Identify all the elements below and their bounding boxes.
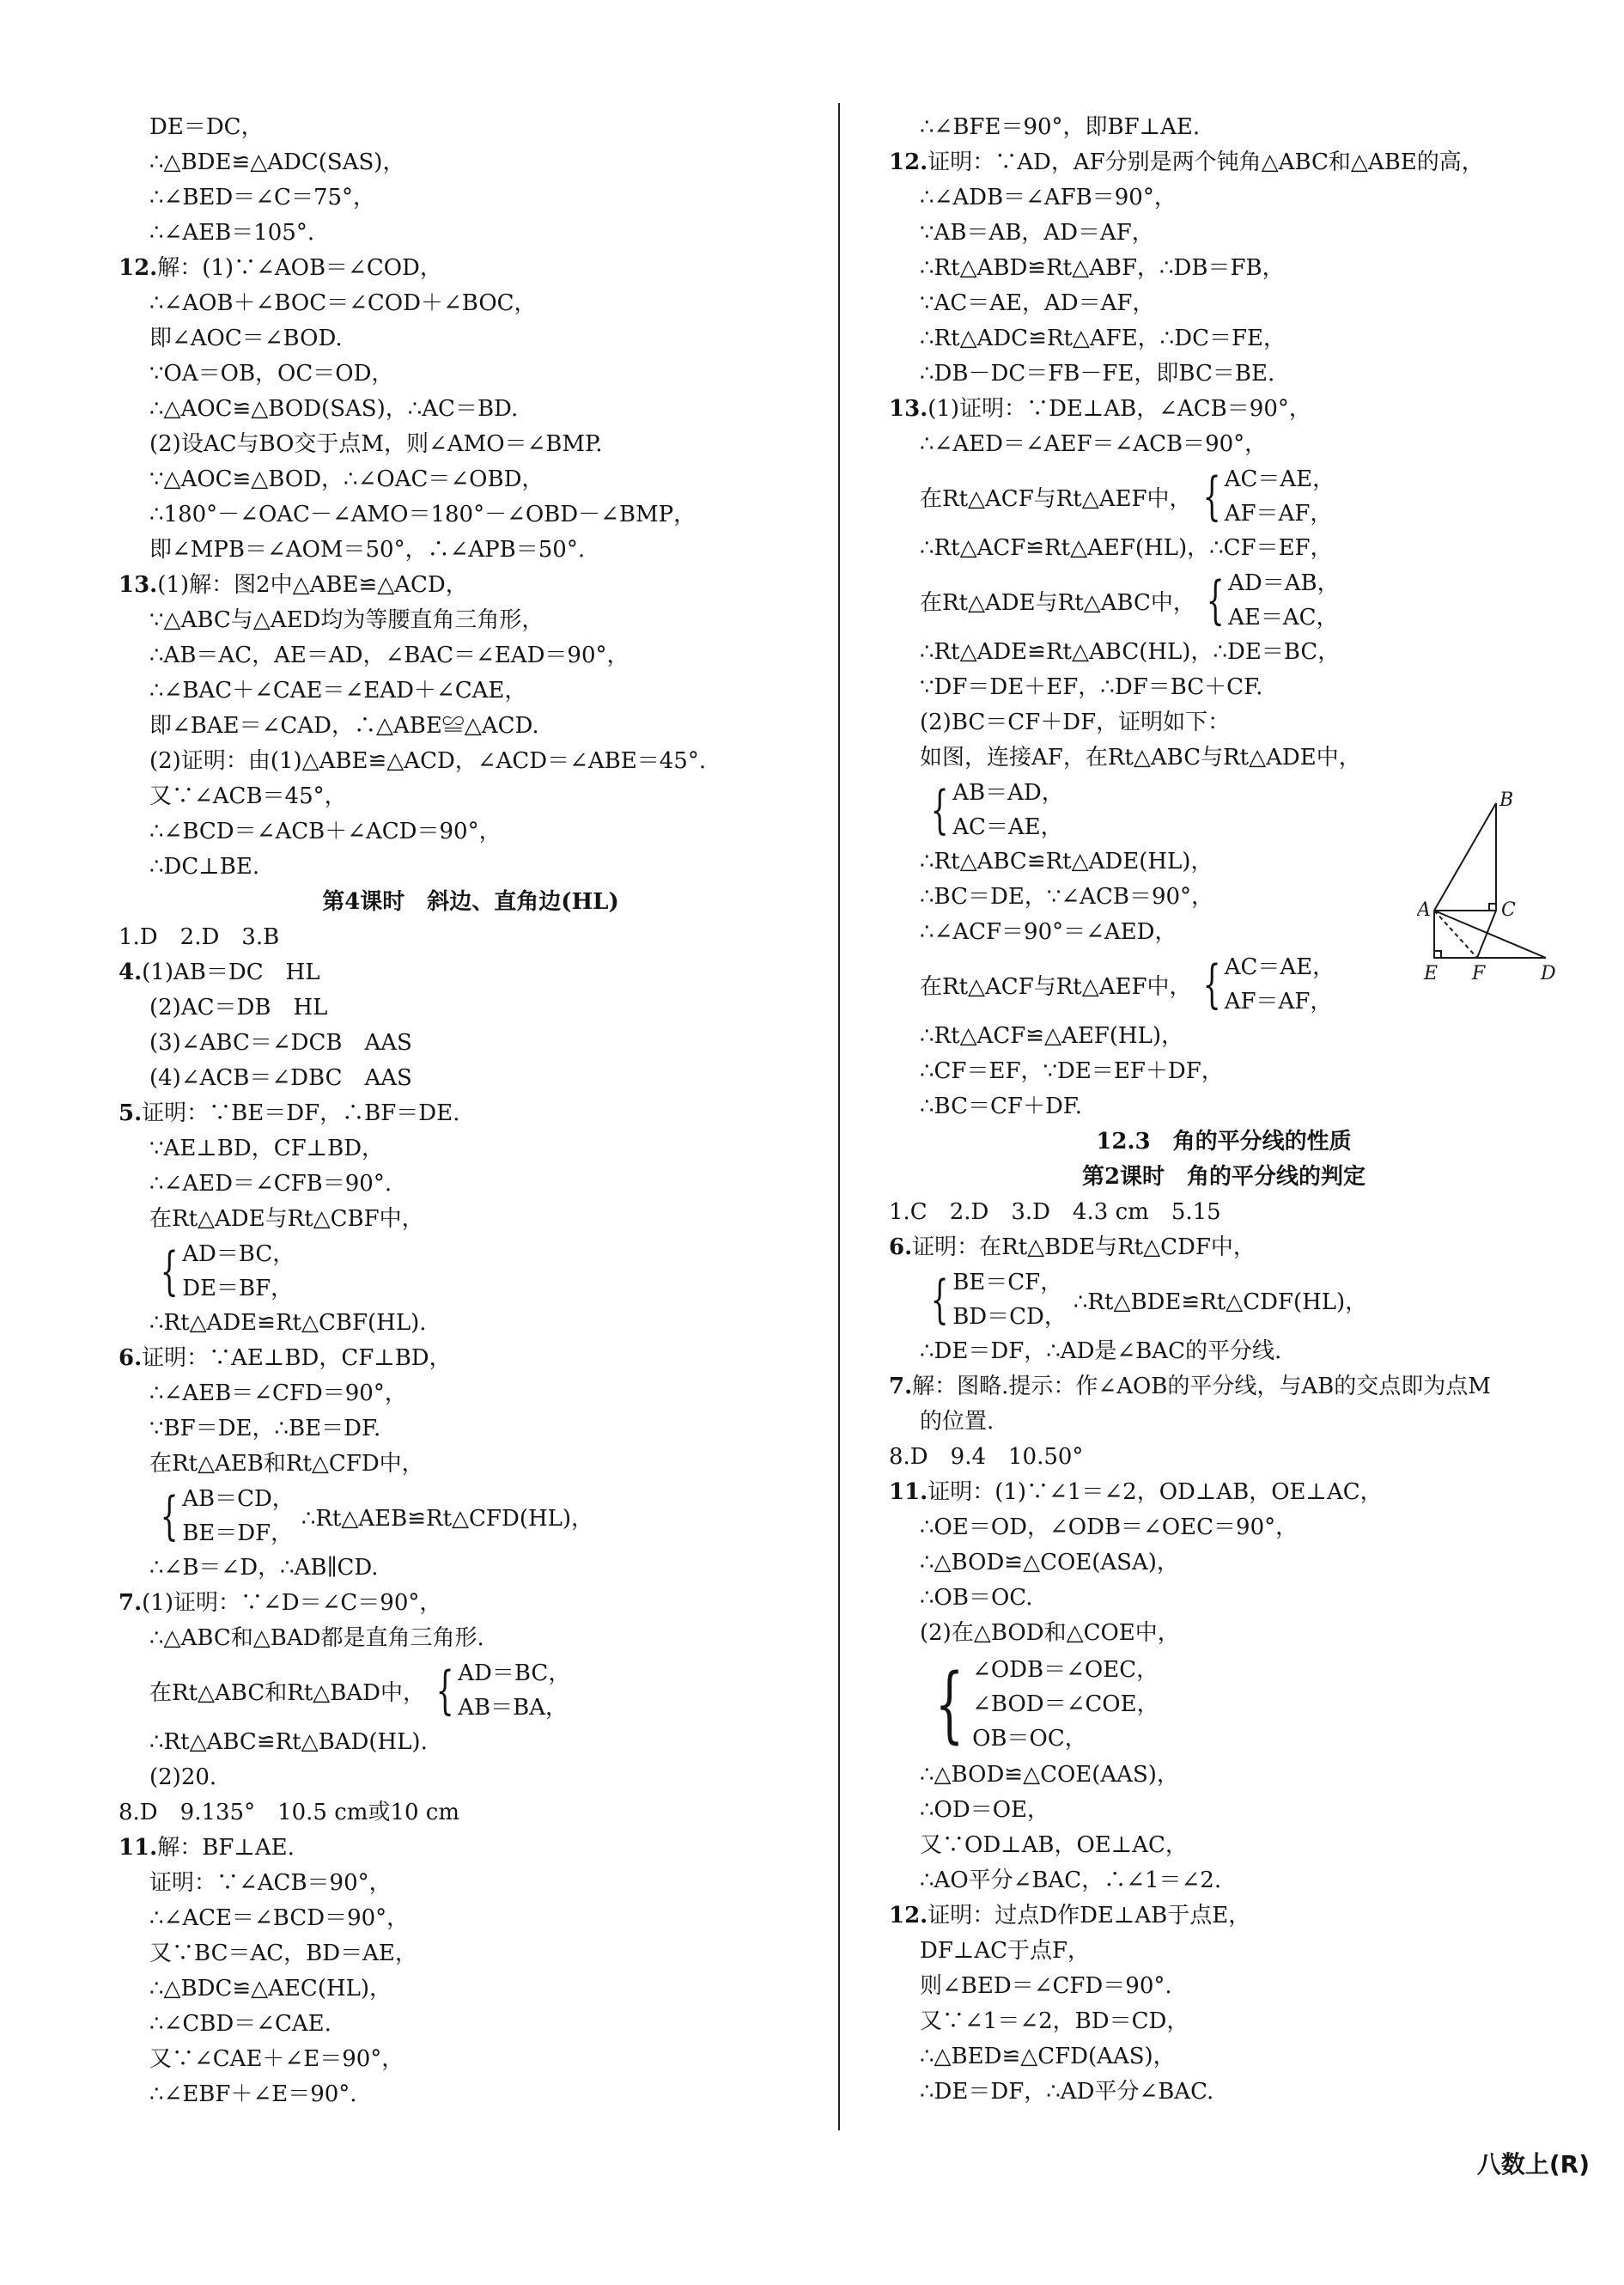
text-line: ∴△BED≌△CFD(AAS)，: [920, 2044, 1176, 2069]
page-label: 八数上(R): [1476, 2150, 1590, 2178]
text-line: (4)∠ACB＝∠DBC AAS: [149, 1065, 412, 1091]
text-line: 在Rt△AEB和Rt△CFD中，: [149, 1451, 424, 1477]
text-line: (2)在△BOD和△COE中，: [920, 1620, 1180, 1646]
brace-lines: [182, 1237, 295, 1306]
brace-icon: {: [1202, 954, 1221, 1015]
text-line: (2)BC＝CF＋DF，证明如下：: [920, 710, 1231, 735]
text-line: 的位置.: [920, 1409, 994, 1435]
brace-lines: [952, 776, 1064, 844]
question-number: 13.: [119, 572, 158, 598]
text-line: 在Rt△ADE与Rt△CBF中，: [149, 1206, 424, 1232]
text-line: ∴Rt△ABC≌Rt△BAD(HL).: [149, 1729, 428, 1755]
text-line: ∴DE＝DF，∴AD平分∠BAC.: [920, 2079, 1214, 2105]
text-line: 又∵∠ACB＝45°，: [149, 783, 347, 809]
text-line: 又∵∠CAE＋∠E＝90°，: [149, 2046, 404, 2072]
brace-lines: [182, 1482, 295, 1551]
brace-line: BE＝DF，: [182, 1520, 294, 1546]
section-heading: 第2课时 角的平分线的判定: [1081, 1164, 1366, 1190]
brace-line: AD＝BC，: [458, 1660, 571, 1686]
brace-system: [889, 1265, 1559, 1334]
answer-line: 8.D 9.135° 10.5 cm或10 cm: [119, 1800, 460, 1825]
brace-system: [119, 1656, 823, 1725]
text-line: DF⊥AC于点F，: [920, 1938, 1091, 1964]
text-line: (3)∠ABC＝∠DCB AAS: [149, 1030, 412, 1056]
text-line: ∴DE＝DF，∴AD是∠BAC的平分线.: [920, 1338, 1282, 1364]
brace-line: AB＝BA，: [458, 1695, 568, 1721]
brace-group: [923, 1265, 1067, 1334]
text-line: [889, 392, 1559, 427]
brace-group: [429, 1656, 570, 1725]
text-line: ∴∠ADB＝∠AFB＝90°，: [920, 185, 1177, 210]
brace-line: AC＝AE，: [952, 814, 1063, 840]
right-column: [889, 110, 1559, 2110]
text-line: ∴OE＝OD，∠ODB＝∠OEC＝90°，: [920, 1514, 1299, 1540]
text-line: ∴BC＝DE，∵∠ACB＝90°，: [920, 884, 1214, 910]
text-line: 又∵OD⊥AB，OE⊥AC，: [920, 1832, 1188, 1858]
text-line: [119, 1831, 823, 1866]
question-number: 7.: [119, 1590, 143, 1616]
text-line: ∵△ABC与△AED均为等腰直角三角形，: [149, 607, 544, 633]
text: 证明：∵BE＝DF，∴BF＝DE.: [142, 1100, 460, 1126]
text-line: ∴∠BED＝∠C＝75°，: [149, 185, 376, 210]
text-line: ∵AC＝AE，AD＝AF，: [920, 290, 1155, 316]
brace-lines: [1225, 950, 1335, 1019]
text: 在Rt△ADE与Rt△ABC中，: [920, 589, 1195, 616]
text-line: ∵DF＝DE＋EF，∴DF＝BC＋CF.: [920, 674, 1263, 700]
brace-lines: [972, 1653, 1159, 1756]
text: 证明：过点D作DE⊥AB于点E，: [928, 1903, 1251, 1929]
brace-group: [153, 1237, 295, 1306]
text-line: [119, 1341, 823, 1376]
question-number: 12.: [889, 149, 928, 175]
question-number: 7.: [889, 1374, 913, 1399]
text-line: (2)AC＝DB HL: [149, 995, 328, 1021]
text-line: 又∵BC＝AC，BD＝AE，: [149, 1941, 417, 1966]
brace-icon: {: [160, 1241, 179, 1301]
question-number: 5.: [119, 1100, 143, 1126]
brace-system: [889, 566, 1559, 635]
text: 在Rt△ACF与Rt△AEF中，: [920, 485, 1192, 512]
text-line: ∴△BDE≌△ADC(SAS)，: [149, 149, 405, 175]
brace-lines: [458, 1656, 570, 1725]
brace-group: [1199, 566, 1340, 635]
brace-line: AF＝AF，: [1224, 989, 1333, 1015]
text-line: [119, 568, 823, 603]
text-line: 证明：∵∠ACB＝90°，: [149, 1870, 392, 1896]
text: 在Rt△ABC和Rt△BAD中，: [149, 1679, 426, 1706]
brace-system: [119, 1237, 823, 1306]
text-line: [119, 1096, 823, 1131]
question-number: 6.: [889, 1234, 913, 1260]
text-line: ∴Rt△ADC≌Rt△AFE，∴DC＝FE，: [920, 326, 1286, 351]
question-number: 4.: [119, 960, 143, 985]
text-line: ∴Rt△ACF≌△AEF(HL)，: [920, 1023, 1184, 1049]
brace-line: AE＝AC，: [1228, 605, 1339, 631]
line-ad: [1434, 911, 1546, 958]
text-line: ∴Rt△ABC≌Rt△ADE(HL)，: [920, 849, 1213, 874]
brace-group: [1195, 462, 1335, 531]
text-line: [889, 1230, 1559, 1265]
text-line: ∴∠BCD＝∠ACB＋∠ACD＝90°，: [149, 819, 502, 844]
text: 证明：∵AD，AF分别是两个钝角△ABC和△ABE的高，: [928, 149, 1484, 175]
text-line: 即∠AOC＝∠BOD.: [149, 326, 343, 351]
text: 证明：∵AE⊥BD，CF⊥BD，: [142, 1345, 452, 1371]
text-line: [889, 1369, 1559, 1405]
text-line: ∴∠AED＝∠CFB＝90°.: [149, 1171, 392, 1197]
text-line: ∴BC＝CF＋DF.: [920, 1094, 1083, 1119]
brace-system: [119, 1482, 823, 1551]
text-line: ∴∠AEB＝∠CFD＝90°，: [149, 1380, 407, 1406]
section-heading: 第4课时 斜边、直角边(HL): [322, 889, 619, 915]
answer-line: 1.C 2.D 3.D 4.3 cm 5.15: [889, 1199, 1221, 1225]
brace-lines: [1225, 462, 1335, 531]
text-line: ∴∠BFE＝90°，即BF⊥AE.: [920, 114, 1201, 140]
brace-icon: {: [1206, 570, 1225, 631]
text: 证明：在Rt△BDE与Rt△CDF中，: [912, 1234, 1256, 1260]
brace-icon: {: [930, 1270, 949, 1330]
question-number: 11.: [119, 1835, 158, 1861]
text-line: ∴△BDC≌△AEC(HL)，: [149, 1976, 392, 2002]
label-e: E: [1424, 963, 1438, 984]
text-line: ∴Rt△ADE≌Rt△ABC(HL)，∴DE＝BC，: [920, 639, 1341, 665]
text-line: (2)证明：由(1)△ABE≌△ACD，∠ACD＝∠ABE＝45°.: [149, 748, 707, 774]
brace-line: DE＝BF，: [182, 1276, 294, 1301]
brace-group: [153, 1482, 295, 1551]
brace-line: AB＝CD，: [182, 1486, 295, 1512]
brace-line: ∠ODB＝∠OEC，: [972, 1657, 1159, 1683]
text: (1)证明：∵∠D＝∠C＝90°，: [142, 1590, 442, 1616]
brace-line: AD＝BC，: [182, 1241, 295, 1267]
text-line: 如图，连接AF，在Rt△ABC与Rt△ADE中，: [920, 745, 1361, 771]
text-line: 即∠BAE＝∠CAD，∴△ABE≌△ACD.: [149, 713, 539, 739]
label-f: F: [1472, 963, 1486, 984]
text-line: [119, 955, 823, 990]
brace-lines: [952, 1265, 1067, 1334]
label-b: B: [1499, 790, 1514, 811]
brace-line: AF＝AF，: [1224, 501, 1333, 527]
text-line: DE＝DC，: [149, 114, 264, 140]
left-column: [119, 110, 823, 2112]
brace-line: AC＝AE，: [1224, 954, 1335, 980]
brace-icon: {: [930, 780, 949, 840]
right-angle-mark-c: [1489, 904, 1496, 911]
brace-line: BE＝CF，: [952, 1270, 1063, 1295]
text: 解：(1)∵∠AOB＝∠COD，: [157, 255, 442, 281]
text-line: ∴OD＝OE，: [920, 1797, 1049, 1823]
brace-lines: [1228, 566, 1340, 635]
text: 在Rt△ACF与Rt△AEF中，: [920, 973, 1192, 1000]
text-line: [889, 1898, 1559, 1934]
text-line: ∴Rt△ACF≌Rt△AEF(HL)，∴CF＝EF，: [920, 535, 1333, 561]
question-number: 6.: [119, 1345, 143, 1371]
brace-group: [923, 776, 1064, 844]
text-line: ∴CF＝EF，∵DE＝EF＋DF，: [920, 1058, 1224, 1084]
question-number: 12.: [889, 1903, 928, 1929]
text-line: ∴∠AEB＝105°.: [149, 220, 315, 246]
text-line: ∵BF＝DE，∴BE＝DF.: [149, 1416, 381, 1441]
text-line: [889, 145, 1559, 180]
brace-line: AD＝AB，: [1228, 570, 1340, 596]
text-line: ∴∠EBF＋∠E＝90°.: [149, 2081, 357, 2107]
text-line: ∴△BOD≌△COE(ASA)，: [920, 1550, 1179, 1575]
text-line: ∵OA＝OB，OC＝OD，: [149, 361, 394, 387]
text-line: ∴Rt△ADE≌Rt△CBF(HL).: [149, 1310, 427, 1336]
text-line: ∴AO平分∠BAC，∴∠1＝∠2.: [920, 1868, 1222, 1893]
line-ab: [1434, 803, 1496, 911]
text-line: ∴∠BAC＋∠CAE＝∠EAD＋∠CAE，: [149, 678, 527, 704]
brace-line: BD＝CD，: [952, 1304, 1067, 1330]
label-d: D: [1541, 963, 1556, 984]
text: (1)解：图2中△ABE≌△ACD，: [157, 572, 468, 598]
brace-line: ∠BOD＝∠COE，: [972, 1691, 1159, 1717]
text-line: ∴Rt△ABD≌Rt△ABF，∴DB＝FB，: [920, 255, 1285, 281]
text-line: ∵AB＝AB，AD＝AF，: [920, 220, 1154, 246]
brace-line: OB＝OC，: [972, 1726, 1087, 1752]
geometry-figure: [1417, 790, 1563, 988]
brace-icon: {: [1202, 466, 1221, 527]
text-line: ∴180°－∠OAC－∠AMO＝180°－∠OBD－∠BMP，: [149, 502, 696, 527]
question-number: 13.: [889, 396, 928, 422]
label-a: A: [1417, 899, 1431, 921]
column-divider: [838, 103, 840, 2130]
text: 证明：(1)∵∠1＝∠2，OD⊥AB，OE⊥AC，: [928, 1479, 1383, 1505]
answer-line: 8.D 9.4 10.50°: [889, 1444, 1084, 1470]
brace-icon: {: [934, 1656, 964, 1752]
text-line: [889, 1475, 1559, 1510]
line-cf: [1477, 911, 1496, 958]
brace-system: [889, 1651, 1559, 1758]
text-line: 则∠BED＝∠CFD＝90°.: [920, 1973, 1172, 1999]
brace-group: [923, 1653, 1159, 1756]
text: 解：BF⊥AE.: [157, 1835, 295, 1861]
text-line: ∵AE⊥BD，CF⊥BD，: [149, 1136, 385, 1161]
section-heading: 12.3 角的平分线的性质: [1096, 1129, 1352, 1155]
question-number: 12.: [119, 255, 158, 281]
text: 解：图略.提示：作∠AOB的平分线，与AB的交点即为点M: [912, 1374, 1491, 1399]
question-number: 11.: [889, 1479, 928, 1505]
text-line: 又∵∠1＝∠2，BD＝CD，: [920, 2008, 1189, 2034]
text-line: ∴△ABC和△BAD都是直角三角形.: [149, 1625, 484, 1651]
text-line: ∴△AOC≌△BOD(SAS)，∴AC＝BD.: [149, 396, 519, 422]
text-line: ∵△AOC≌△BOD，∴∠OAC＝∠OBD，: [149, 466, 544, 492]
text-line: ∴∠CBD＝∠CAE.: [149, 2011, 331, 2037]
text-line: ∴DC⊥BE.: [149, 854, 260, 880]
text-line: ∴∠ACF＝90°＝∠AED，: [920, 919, 1177, 945]
text-line: ∴∠AOB＋∠BOC＝∠COD＋∠BOC，: [149, 290, 537, 316]
brace-line: AC＝AE，: [1224, 466, 1335, 492]
text-line: ∴∠B＝∠D，∴AB∥CD.: [149, 1555, 379, 1581]
text-line: ∴∠ACE＝∠BCD＝90°，: [149, 1905, 410, 1931]
text-line: [119, 251, 823, 286]
text-line: (2)20.: [149, 1764, 217, 1790]
text: ∴Rt△BDE≌Rt△CDF(HL)，: [1073, 1289, 1368, 1315]
text-line: ∴OB＝OC.: [920, 1585, 1033, 1611]
answer-line: 1.D 2.D 3.B: [119, 924, 280, 950]
text-line: ∴AB＝AC，AE＝AD，∠BAC＝∠EAD＝90°，: [149, 643, 630, 668]
text: ∴Rt△AEB≌Rt△CFD(HL)，: [301, 1505, 594, 1532]
text-line: ∴∠AED＝∠AEF＝∠ACB＝90°，: [920, 431, 1268, 457]
brace-group: [1195, 950, 1335, 1019]
text-line: ∴△BOD≌△COE(AAS)，: [920, 1762, 1179, 1788]
brace-line: AB＝AD，: [952, 780, 1064, 806]
text-line: ∴DB－DC＝FB－FE，即BC＝BE.: [920, 361, 1275, 387]
label-c: C: [1501, 899, 1516, 921]
text-line: [119, 1586, 823, 1621]
brace-icon: {: [435, 1660, 454, 1721]
text-line: 即∠MPB＝∠AOM＝50°，∴∠APB＝50°.: [149, 537, 586, 563]
text: (1)AB＝DC HL: [142, 960, 320, 985]
brace-icon: {: [160, 1486, 179, 1546]
right-angle-mark-e: [1434, 951, 1441, 958]
brace-system: [889, 462, 1559, 531]
text-line: (2)设AC与BO交于点M，则∠AMO＝∠BMP.: [149, 431, 603, 457]
text: (1)证明：∵DE⊥AB，∠ACB＝90°，: [928, 396, 1311, 422]
